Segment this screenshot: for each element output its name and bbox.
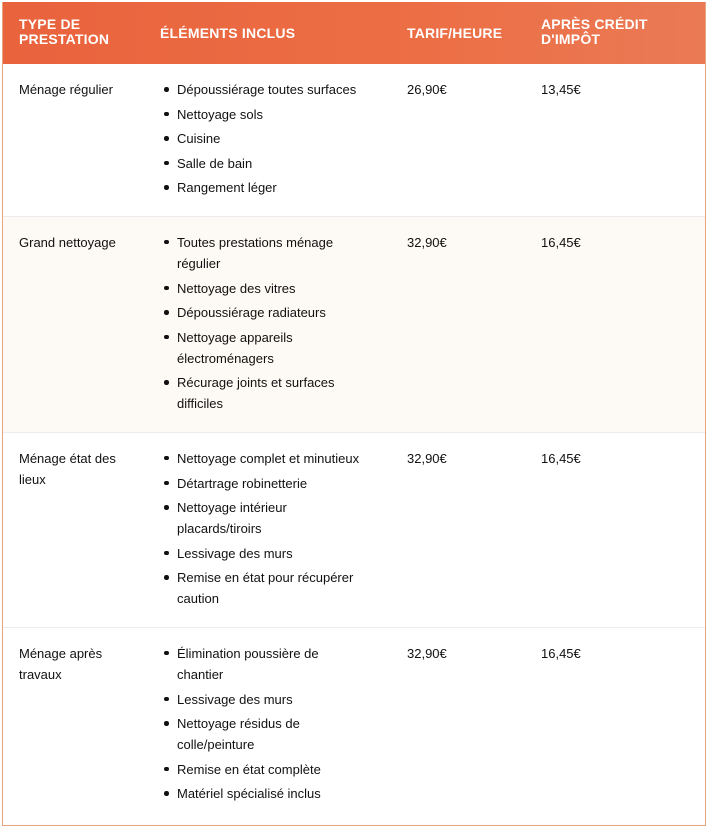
list-item: Nettoyage des vitres [177, 278, 361, 299]
table-row [3, 216, 705, 432]
included-items-list [161, 79, 361, 198]
list-item: Détartrage robinetterie [177, 473, 361, 494]
table-row [3, 64, 705, 216]
list-item: Nettoyage sols [177, 104, 361, 125]
included-items-cell [144, 432, 391, 627]
included-items-list [161, 643, 361, 804]
table-row [3, 432, 705, 627]
list-item: Dépoussiérage toutes surfaces [177, 79, 361, 100]
list-item: Lessivage des murs [177, 689, 361, 710]
header-items: ÉLÉMENTS INCLUS [160, 25, 296, 41]
hourly-rate-cell: 26,90€ [391, 64, 525, 216]
list-item: Toutes prestations ménage régulier [177, 232, 361, 274]
list-item: Rangement léger [177, 177, 361, 198]
list-item: Lessivage des murs [177, 543, 361, 564]
after-credit-cell: 13,45€ [525, 64, 705, 216]
service-type-cell: Ménage après travaux [19, 645, 103, 682]
list-item: Élimination poussière de chantier [177, 643, 361, 685]
service-type-cell: Ménage régulier [3, 64, 144, 216]
service-type-cell: Grand nettoyage [3, 216, 144, 432]
included-items-list [161, 448, 361, 609]
included-items-cell [144, 216, 391, 432]
list-item: Salle de bain [177, 153, 361, 174]
header-after-credit: APRÈS CRÉDIT D'IMPÔT [541, 16, 648, 47]
included-items-cell [144, 64, 391, 216]
hourly-rate-cell: 32,90€ [407, 645, 447, 661]
list-item: Dépoussiérage radiateurs [177, 302, 361, 323]
after-credit-cell: 16,45€ [525, 432, 705, 627]
table-row [3, 627, 705, 821]
service-type-cell: Ménage état des lieux [3, 432, 144, 627]
included-items-cell [144, 627, 391, 821]
after-credit-cell: 16,45€ [541, 645, 581, 661]
list-item: Matériel spécialisé inclus [177, 783, 361, 804]
after-credit-cell: 16,45€ [525, 216, 705, 432]
list-item: Cuisine [177, 128, 361, 149]
list-item: Nettoyage complet et minutieux [177, 448, 361, 469]
list-item: Remise en état complète [177, 759, 361, 780]
list-item: Remise en état pour récupérer caution [177, 567, 361, 609]
pricing-table-container [2, 2, 706, 826]
list-item: Nettoyage appareils électroménagers [177, 327, 361, 369]
pricing-table [3, 2, 705, 822]
hourly-rate-cell: 32,90€ [391, 432, 525, 627]
list-item: Récurage joints et surfaces difficiles [177, 372, 361, 414]
list-item: Nettoyage intérieur placards/tiroirs [177, 497, 361, 539]
header-type: TYPE DE PRESTATION [19, 16, 110, 47]
header-rate: TARIF/HEURE [407, 25, 503, 41]
hourly-rate-cell: 32,90€ [391, 216, 525, 432]
table-header-row [3, 2, 705, 64]
list-item: Nettoyage résidus de colle/peinture [177, 713, 361, 755]
included-items-list [161, 232, 361, 414]
